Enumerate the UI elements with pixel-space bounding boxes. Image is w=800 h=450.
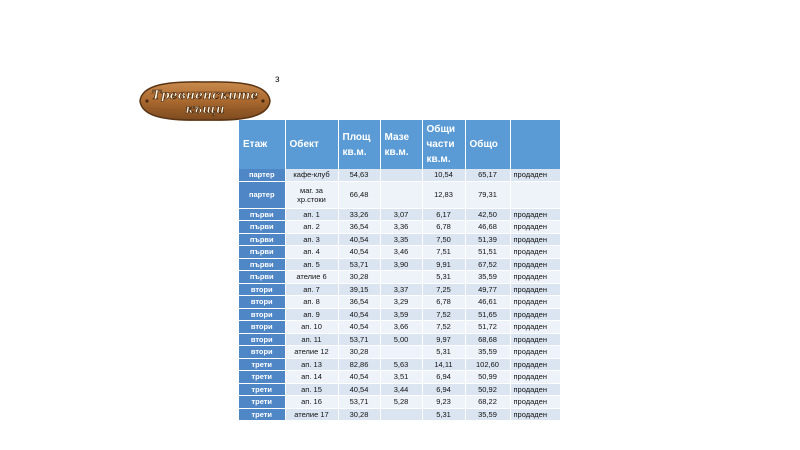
total-cell: 79,31: [465, 181, 510, 208]
common-parts-cell: 7,50: [422, 233, 465, 246]
table-row: [239, 333, 560, 346]
status-cell: продаден: [510, 346, 560, 359]
object-cell: кафе-клуб: [285, 169, 338, 181]
status-cell: продаден: [510, 396, 560, 409]
common-parts-cell: 7,52: [422, 308, 465, 321]
common-parts-cell: 14,11: [422, 358, 465, 371]
area-cell: 40,54: [338, 383, 380, 396]
status-cell: продаден: [510, 221, 560, 234]
logo-line2: къщи: [185, 102, 225, 116]
status-cell: продаден: [510, 296, 560, 309]
header-cellar: Мазе кв.м.: [380, 120, 422, 169]
table-row: [239, 346, 560, 359]
area-cell: 40,54: [338, 321, 380, 334]
table-row: [239, 246, 560, 259]
total-cell: 51,72: [465, 321, 510, 334]
object-cell: маг. за хр.стоки: [285, 181, 338, 208]
total-cell: 102,60: [465, 358, 510, 371]
cellar-cell: 5,63: [380, 358, 422, 371]
status-cell: продаден: [510, 169, 560, 181]
cellar-cell: [380, 181, 422, 208]
area-cell: 66,48: [338, 181, 380, 208]
area-cell: 36,54: [338, 296, 380, 309]
cellar-cell: 3,51: [380, 371, 422, 384]
common-parts-cell: 10,54: [422, 169, 465, 181]
brand-logo: [136, 77, 274, 125]
common-parts-cell: 12,83: [422, 181, 465, 208]
total-cell: 42,50: [465, 208, 510, 221]
common-parts-cell: 7,52: [422, 321, 465, 334]
floor-cell: трети: [239, 383, 285, 396]
area-cell: 33,26: [338, 208, 380, 221]
area-cell: 40,54: [338, 371, 380, 384]
common-parts-cell: 5,31: [422, 346, 465, 359]
logo-line1: Тревненските: [151, 87, 259, 102]
cellar-cell: 3,36: [380, 221, 422, 234]
table-row: [239, 383, 560, 396]
floor-cell: втори: [239, 333, 285, 346]
table-row: [239, 396, 560, 409]
table-row: [239, 169, 560, 181]
object-cell: ап. 4: [285, 246, 338, 259]
status-cell: продаден: [510, 208, 560, 221]
floor-cell: първи: [239, 208, 285, 221]
total-cell: 51,39: [465, 233, 510, 246]
cellar-cell: 3,46: [380, 246, 422, 259]
area-cell: 40,54: [338, 246, 380, 259]
status-cell: продаден: [510, 271, 560, 284]
header-common: Общи части кв.м.: [422, 120, 465, 169]
area-cell: 54,63: [338, 169, 380, 181]
area-cell: 30,28: [338, 346, 380, 359]
cellar-cell: 3,59: [380, 308, 422, 321]
floor-cell: втори: [239, 346, 285, 359]
cellar-cell: 5,00: [380, 333, 422, 346]
table-row: [239, 358, 560, 371]
common-parts-cell: 7,25: [422, 283, 465, 296]
floor-cell: първи: [239, 233, 285, 246]
status-cell: продаден: [510, 321, 560, 334]
header-object: Обект: [285, 120, 338, 169]
area-cell: 53,71: [338, 396, 380, 409]
status-cell: [510, 181, 560, 208]
object-cell: ателие 6: [285, 271, 338, 284]
header-area: Площ кв.м.: [338, 120, 380, 169]
floor-cell: втори: [239, 308, 285, 321]
status-cell: продаден: [510, 383, 560, 396]
cellar-cell: 3,90: [380, 258, 422, 271]
status-cell: продаден: [510, 371, 560, 384]
cellar-cell: 3,66: [380, 321, 422, 334]
object-cell: ап. 11: [285, 333, 338, 346]
total-cell: 49,77: [465, 283, 510, 296]
object-cell: ап. 14: [285, 371, 338, 384]
area-cell: 40,54: [338, 308, 380, 321]
total-cell: 51,65: [465, 308, 510, 321]
object-cell: ап. 10: [285, 321, 338, 334]
status-cell: продаден: [510, 408, 560, 421]
status-cell: продаден: [510, 283, 560, 296]
table-row: [239, 408, 560, 421]
floor-cell: трети: [239, 408, 285, 421]
floor-cell: първи: [239, 258, 285, 271]
floor-cell: втори: [239, 283, 285, 296]
table-header-row: [239, 120, 560, 169]
total-cell: 46,61: [465, 296, 510, 309]
object-cell: ап. 15: [285, 383, 338, 396]
object-cell: ап. 3: [285, 233, 338, 246]
area-cell: 39,15: [338, 283, 380, 296]
table-row: [239, 181, 560, 208]
floor-cell: трети: [239, 396, 285, 409]
floor-cell: първи: [239, 221, 285, 234]
table-row: [239, 296, 560, 309]
common-parts-cell: 6,94: [422, 371, 465, 384]
cellar-cell: 3,35: [380, 233, 422, 246]
object-cell: ап. 9: [285, 308, 338, 321]
area-cell: 53,71: [338, 258, 380, 271]
common-parts-cell: 6,94: [422, 383, 465, 396]
wooden-sign-logo: [136, 77, 274, 125]
common-parts-cell: 5,31: [422, 271, 465, 284]
table-row: [239, 321, 560, 334]
cellar-cell: 3,44: [380, 383, 422, 396]
object-cell: ап. 1: [285, 208, 338, 221]
common-parts-cell: 6,78: [422, 296, 465, 309]
table-row: [239, 271, 560, 284]
area-cell: 36,54: [338, 221, 380, 234]
header-status: [510, 120, 560, 169]
cellar-cell: [380, 346, 422, 359]
floor-cell: трети: [239, 371, 285, 384]
cellar-cell: 5,28: [380, 396, 422, 409]
header-floor: Етаж: [239, 120, 285, 169]
total-cell: 35,59: [465, 271, 510, 284]
object-cell: ателие 12: [285, 346, 338, 359]
object-cell: ап. 2: [285, 221, 338, 234]
area-cell: 30,28: [338, 408, 380, 421]
cellar-cell: [380, 169, 422, 181]
floor-cell: първи: [239, 246, 285, 259]
total-cell: 65,17: [465, 169, 510, 181]
object-cell: ателие 17: [285, 408, 338, 421]
cellar-cell: 3,29: [380, 296, 422, 309]
object-cell: ап. 7: [285, 283, 338, 296]
table-body: [239, 169, 560, 421]
apartments-table: [239, 120, 561, 421]
total-cell: 67,52: [465, 258, 510, 271]
total-cell: 68,22: [465, 396, 510, 409]
object-cell: ап. 13: [285, 358, 338, 371]
cellar-cell: [380, 271, 422, 284]
common-parts-cell: 9,91: [422, 258, 465, 271]
floor-cell: трети: [239, 358, 285, 371]
table-row: [239, 258, 560, 271]
floor-cell: първи: [239, 271, 285, 284]
common-parts-cell: 6,78: [422, 221, 465, 234]
common-parts-cell: 5,31: [422, 408, 465, 421]
object-cell: ап. 8: [285, 296, 338, 309]
status-cell: продаден: [510, 333, 560, 346]
common-parts-cell: 9,97: [422, 333, 465, 346]
object-cell: ап. 5: [285, 258, 338, 271]
total-cell: 35,59: [465, 346, 510, 359]
cellar-cell: 3,07: [380, 208, 422, 221]
total-cell: 50,92: [465, 383, 510, 396]
floor-cell: втори: [239, 321, 285, 334]
table-row: [239, 308, 560, 321]
common-parts-cell: 6,17: [422, 208, 465, 221]
total-cell: 46,68: [465, 221, 510, 234]
floor-cell: партер: [239, 169, 285, 181]
table-row: [239, 371, 560, 384]
status-cell: продаден: [510, 258, 560, 271]
common-parts-cell: 7,51: [422, 246, 465, 259]
area-cell: 53,71: [338, 333, 380, 346]
floor-cell: партер: [239, 181, 285, 208]
stray-character: з: [275, 74, 280, 85]
cellar-cell: 3,37: [380, 283, 422, 296]
status-cell: продаден: [510, 233, 560, 246]
table-row: [239, 221, 560, 234]
status-cell: продаден: [510, 246, 560, 259]
status-cell: продаден: [510, 308, 560, 321]
total-cell: 51,51: [465, 246, 510, 259]
floor-cell: втори: [239, 296, 285, 309]
table-row: [239, 283, 560, 296]
total-cell: 35,59: [465, 408, 510, 421]
total-cell: 68,68: [465, 333, 510, 346]
status-cell: продаден: [510, 358, 560, 371]
table-row: [239, 208, 560, 221]
area-cell: 30,28: [338, 271, 380, 284]
table-row: [239, 233, 560, 246]
total-cell: 50,99: [465, 371, 510, 384]
area-cell: 82,86: [338, 358, 380, 371]
cellar-cell: [380, 408, 422, 421]
header-total: Общо: [465, 120, 510, 169]
area-cell: 40,54: [338, 233, 380, 246]
common-parts-cell: 9,23: [422, 396, 465, 409]
object-cell: ап. 16: [285, 396, 338, 409]
